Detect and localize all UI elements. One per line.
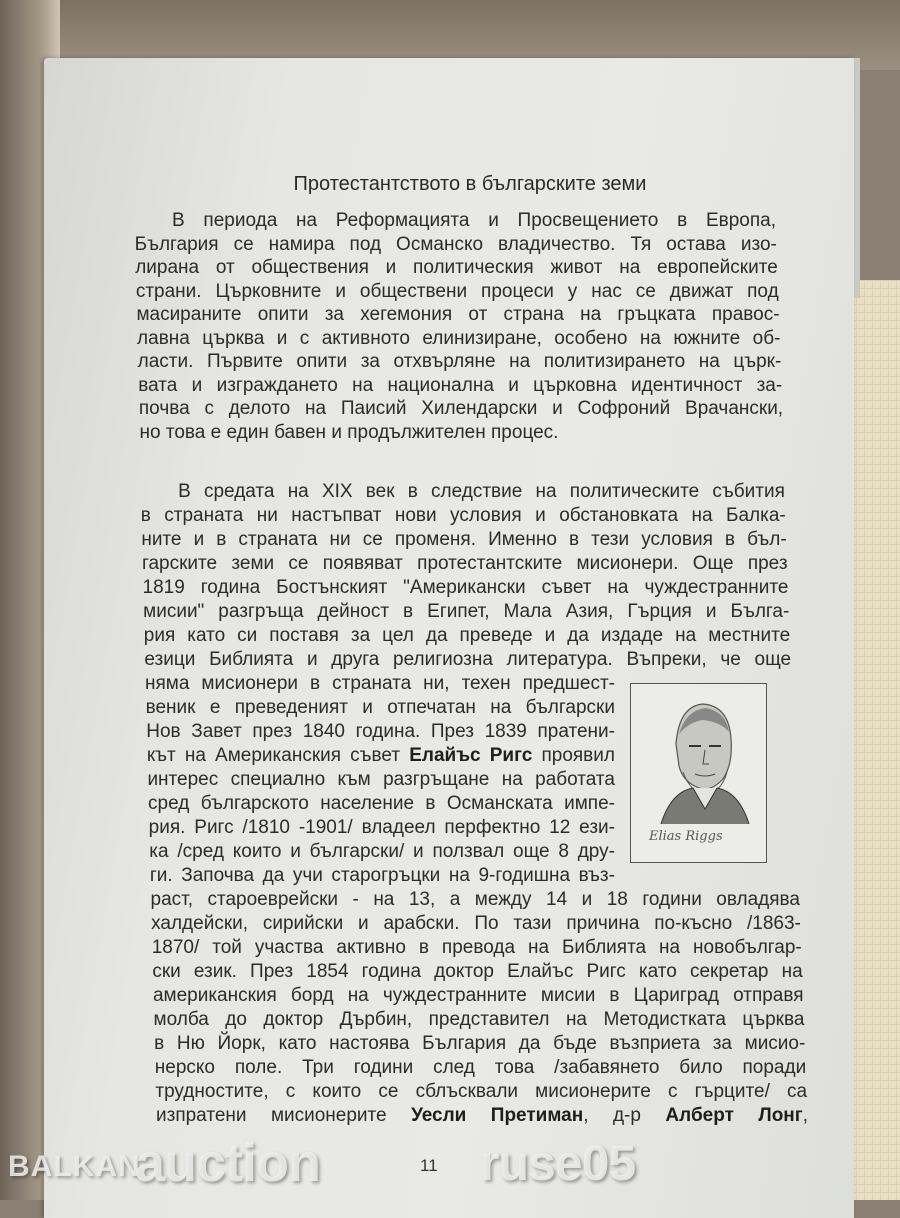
- text-line: [138, 350, 782, 374]
- text-line: [136, 280, 779, 304]
- portrait-signature: Elias Riggs: [649, 829, 723, 844]
- text-line: [141, 504, 786, 528]
- text-segment: В средата на XIX век в следствие на политическите събития: [178, 481, 785, 502]
- text-segment: рия като си поставя за цел да преведе и да издаде на местните: [143, 625, 791, 646]
- text-line: [148, 792, 615, 816]
- text-line: [149, 840, 615, 864]
- text-line: [147, 768, 615, 792]
- text-segment: почва с делото на Паисий Хилендарски и Софроний Врачански,: [138, 398, 784, 419]
- text-segment: изпратени мисионерите: [156, 1105, 412, 1126]
- text-line: [149, 816, 615, 840]
- bold-name: Елайъс Ригс: [409, 745, 533, 766]
- text-segment: В периода на Реформацията и Просвещението в Европа,: [172, 210, 776, 231]
- text-segment: Нов Завет през 1840 година. През 1839 пратени-: [146, 721, 615, 742]
- text-segment: проявил: [532, 745, 615, 766]
- text-segment: ски език. През 1854 година доктор Елайъс Ригс като секретар на: [152, 961, 803, 982]
- text-line: [144, 624, 790, 648]
- portrait-elias-riggs: [630, 683, 767, 863]
- text-segment: страни. Църковните и обществени процеси у нас се движат под: [135, 280, 779, 302]
- bold-name: Алберт Лонг: [665, 1105, 803, 1126]
- text-line: [141, 528, 786, 552]
- text-line: [146, 696, 615, 720]
- text-line: [178, 480, 785, 504]
- text-line: [156, 1104, 808, 1128]
- text-segment: вата и изграждането на национална и църковна идентичност за-: [138, 374, 783, 396]
- text-segment: ,: [802, 1105, 808, 1126]
- text-segment: лирана от обществения и политическия живот на европейските: [135, 257, 778, 278]
- text-line: [154, 1032, 805, 1056]
- text-segment: но това е един бавен и продължителен процес.: [139, 421, 559, 443]
- text-segment: няма мисионери в страната ни, техен предшест-: [145, 673, 615, 694]
- text-line: [151, 912, 801, 936]
- text-segment: халдейски, сирийски и арабски. По тази причина по-късно /1863-: [151, 913, 801, 934]
- page-number: 11: [420, 1156, 438, 1175]
- text-line: [144, 648, 791, 672]
- text-segment: България се намира под Османско владичество. Тя остава изо-: [134, 233, 777, 255]
- text-segment: ласти. Първите опити за отхвърляне на политизирането на църк-: [137, 351, 782, 372]
- text-line: [172, 209, 776, 233]
- text-segment: кът на Американския съвет: [146, 745, 410, 766]
- text-segment: мисии" разгръща дейност в Египет, Мала Азия, Гърция и Бълга-: [143, 601, 790, 622]
- text-line: [151, 888, 801, 912]
- text-line: [152, 936, 802, 960]
- text-line: [146, 720, 615, 744]
- text-segment: сред българското население в Османската импе-: [148, 793, 615, 814]
- text-line: [136, 303, 779, 327]
- text-line: [139, 397, 783, 421]
- text-segment: веник е преведеният и отпечатан на български: [145, 697, 615, 718]
- text-segment: раст, староеврейски - на 13, а между 14 и 18 години овладява: [150, 889, 800, 910]
- text-line: [138, 374, 782, 398]
- page-title: Протестантството в българските земи: [293, 173, 647, 195]
- text-segment: нерско поле. Три години след това /забавянето било поради: [154, 1057, 807, 1078]
- text-line: [155, 1080, 807, 1104]
- text-line: [143, 576, 789, 600]
- text-line: [152, 960, 802, 984]
- text-line: [150, 864, 615, 888]
- text-segment: ка /сред които и български/ и ползвал още 8 дру-: [149, 841, 615, 862]
- text-segment: 1870/ той участва активно в превода на Библията на новобългар-: [151, 937, 802, 958]
- text-line: [147, 744, 615, 768]
- text-segment: езици Библията и друга религиозна литература. Въпреки, че още: [144, 649, 792, 670]
- text-line: [145, 672, 615, 696]
- text-segment: ги. Започва да учи старогръцки на 9-годишна въз-: [149, 865, 615, 886]
- text-line: [153, 984, 804, 1008]
- text-segment: лавна църква и с активното елинизиране, особено на южните об-: [137, 327, 781, 349]
- text-line: [135, 256, 778, 280]
- text-line: [137, 327, 780, 351]
- text-segment: , д-р: [583, 1105, 666, 1126]
- text-segment: гарските земи се появяват протестантските мисионери. Още през: [141, 553, 788, 574]
- watermark-line-2: auction: [135, 1133, 321, 1193]
- text-segment: интерес специално към разгръщане на работата: [147, 769, 615, 790]
- text-line: [135, 233, 777, 257]
- text-segment: в Ню Йорк, като настоява България да бъде възприета за мисио-: [154, 1033, 806, 1054]
- text-line: [154, 1008, 805, 1032]
- text-segment: ните и в страната ни се променя. Именно в тези условия в бъл-: [141, 529, 787, 550]
- text-segment: американския борд на чуждестранните мисии в Цариград отправя: [152, 985, 804, 1006]
- bold-name: Уесли Претиман: [411, 1105, 584, 1126]
- text-line: [140, 421, 785, 445]
- text-segment: рия. Ригс /1810 -1901/ владеел перфектно 12 ези-: [148, 817, 615, 838]
- watermark-line-3: ruse05: [480, 1135, 636, 1191]
- text-line: [142, 552, 788, 576]
- text-segment: молба до доктор Дърбин, представител на Методистката църква: [153, 1009, 805, 1030]
- text-segment: трудностите, с които се сблъсквали мисионерите с гърците/ са: [155, 1081, 808, 1102]
- text-segment: 1819 година Бостънският "Американски съвет на чуждестранните: [142, 577, 789, 598]
- text-line: [143, 600, 789, 624]
- watermark-line-1: BALKAN: [8, 1150, 141, 1183]
- text-segment: масираните опити за хегемония от страна на гръцката правос-: [136, 304, 780, 325]
- text-line: [155, 1056, 806, 1080]
- text-segment: в страната ни настъпват нови условия и обстановката на Балка-: [140, 505, 786, 526]
